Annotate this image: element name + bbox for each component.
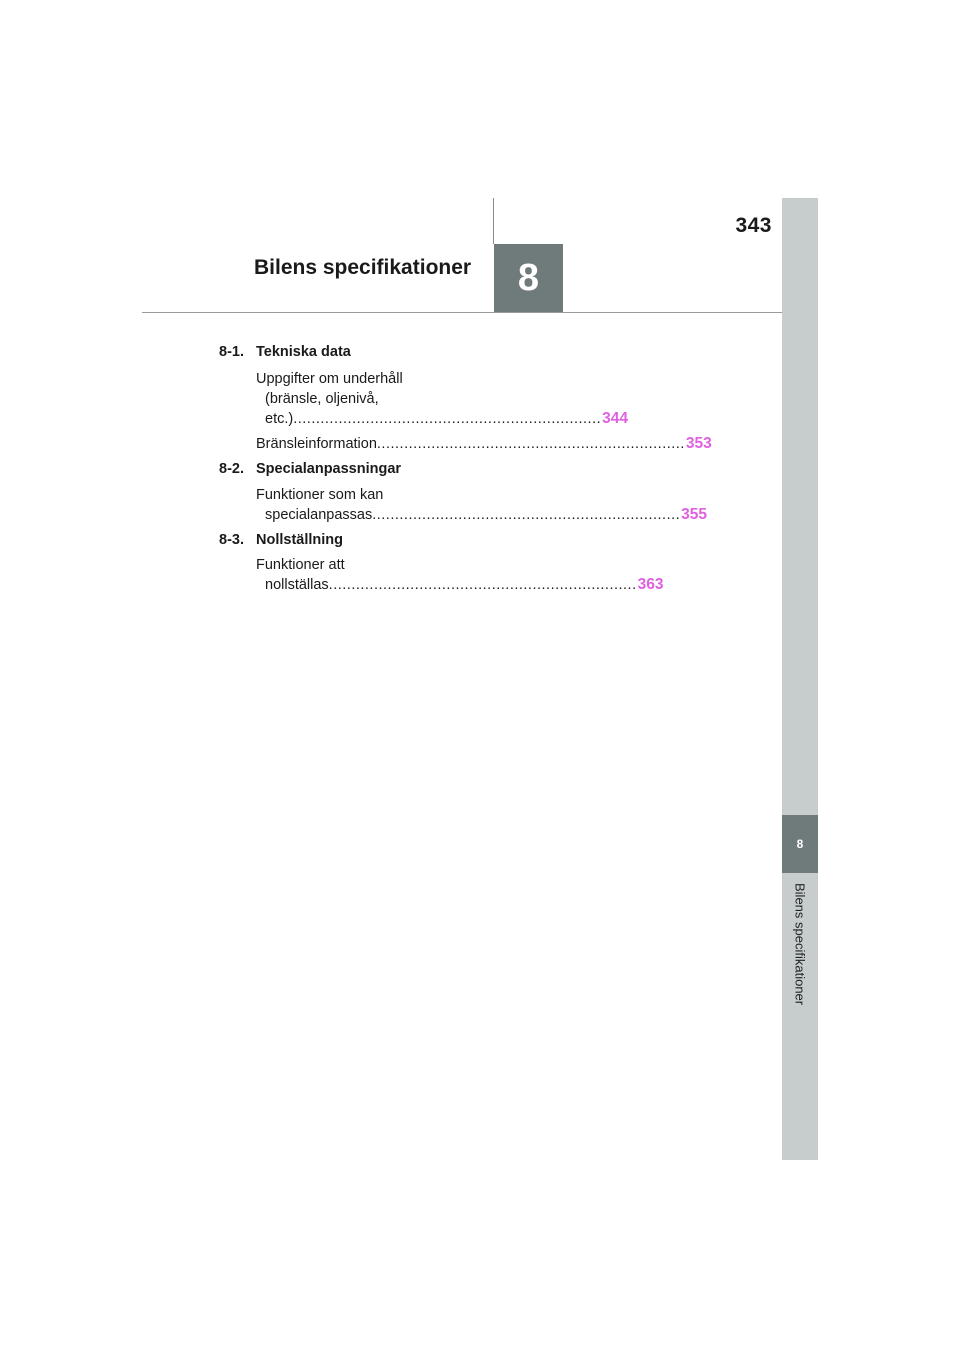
page-link[interactable]: 353 <box>685 435 712 452</box>
entry-leader-line <box>256 409 629 429</box>
entry-text-line: Funktioner att <box>256 557 345 573</box>
entry-text-line: Bränsleinformation <box>256 436 377 452</box>
side-tab-number[interactable]: 8 <box>782 815 818 873</box>
toc-section-8-3[interactable] <box>219 532 343 548</box>
toc-entry-specialanpassas[interactable] <box>256 485 708 525</box>
side-tab-label: Bilens specifikationer <box>792 883 808 1006</box>
toc-section-8-1[interactable] <box>219 344 351 360</box>
entry-text-line: specialanpassas <box>265 507 373 523</box>
page-link[interactable]: 355 <box>681 506 708 523</box>
section-number: 8-1. <box>219 344 244 360</box>
section-title: Tekniska data <box>256 344 351 360</box>
dot-leader: .................................................................... <box>328 577 637 593</box>
entry-leader-line <box>256 434 712 454</box>
section-title: Specialanpassningar <box>256 461 402 477</box>
section-title: Nollställning <box>256 532 343 548</box>
entry-leader-line <box>256 505 708 525</box>
chapter-title: Bilens specifikationer <box>254 256 472 279</box>
dot-leader: .................................................................... <box>376 436 685 452</box>
toc-entry-nollstallas[interactable] <box>256 555 664 595</box>
entry-text-line: nollställas <box>265 577 329 593</box>
entry-leader-line <box>256 575 664 595</box>
page-link[interactable]: 363 <box>637 576 664 593</box>
toc-section-8-2[interactable] <box>219 461 401 477</box>
page-number: 343 <box>735 214 772 237</box>
section-number: 8-2. <box>219 461 244 477</box>
page-link[interactable]: 344 <box>602 410 629 427</box>
entry-text-line: (bränsle, oljenivå, <box>265 391 379 407</box>
dot-leader: .................................................................... <box>293 411 602 427</box>
toc-entry-underhall[interactable] <box>256 369 629 429</box>
toc-entry-bransleinformation[interactable] <box>256 434 712 454</box>
section-number: 8-3. <box>219 532 244 548</box>
header-divider-vertical <box>493 198 494 244</box>
chapter-number-box: 8 <box>494 244 563 313</box>
entry-text-line: Uppgifter om underhåll <box>256 371 403 387</box>
entry-text-line: Funktioner som kan <box>256 487 384 503</box>
side-tab <box>782 198 818 1160</box>
dot-leader: .................................................................... <box>372 507 681 523</box>
header-divider-horizontal <box>142 312 782 313</box>
entry-text-line: etc.) <box>265 411 294 427</box>
